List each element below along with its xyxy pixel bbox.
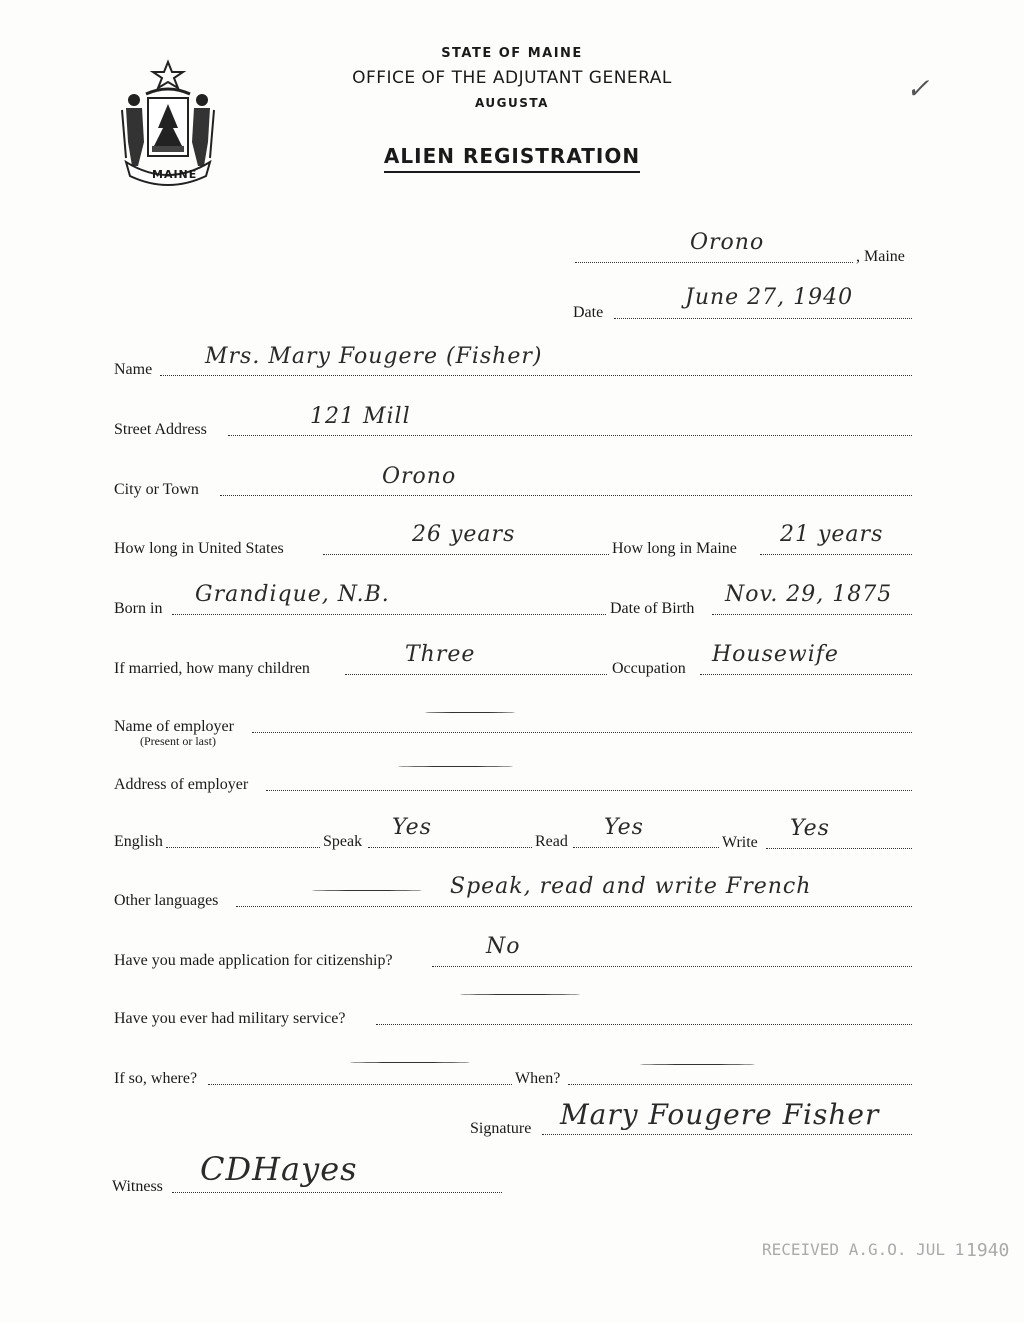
- where-label: If so, where?: [114, 1070, 198, 1087]
- military-dash: [460, 994, 580, 995]
- military-label: Have you ever had military service?: [114, 1010, 346, 1027]
- maine-years-value: 21 years: [780, 522, 884, 547]
- when-label: When?: [515, 1070, 561, 1087]
- children-label: If married, how many children: [114, 660, 310, 677]
- born-label: Born in: [114, 600, 163, 617]
- other-languages-dash: [312, 890, 422, 891]
- witness-signature: CDHayes: [200, 1150, 358, 1188]
- city-value: Orono: [382, 464, 457, 489]
- town-value: Orono: [690, 230, 765, 255]
- dob-label: Date of Birth: [610, 600, 695, 617]
- read-label: Read: [535, 833, 568, 850]
- signature-label: Signature: [470, 1120, 532, 1137]
- seal-banner-text: MAINE: [152, 168, 198, 181]
- employer-sublabel: (Present or last): [140, 734, 216, 748]
- employer-address-dash: [398, 766, 513, 767]
- received-stamp: RECEIVED A.G.O. JUL 1: [762, 1240, 965, 1259]
- write-label: Write: [722, 834, 758, 851]
- employer-label: Name of employer: [114, 718, 234, 735]
- other-languages-label: Other languages: [114, 892, 219, 909]
- street-value: 121 Mill: [310, 404, 411, 429]
- employer-dash: [425, 712, 515, 713]
- speak-label: Speak: [323, 833, 363, 850]
- city-label: City or Town: [114, 481, 199, 498]
- street-label: Street Address: [114, 421, 207, 438]
- employer-address-label: Address of employer: [114, 776, 249, 793]
- name-label: Name: [114, 361, 153, 378]
- date-value: June 27, 1940: [685, 285, 854, 310]
- witness-label: Witness: [112, 1178, 163, 1195]
- english-label: English: [114, 833, 163, 850]
- received-stamp-year: 1940: [966, 1240, 1010, 1261]
- us-years-value: 26 years: [412, 522, 516, 547]
- maine-years-label: How long in Maine: [612, 540, 737, 557]
- name-value: Mrs. Mary Fougere (Fisher): [205, 344, 543, 369]
- when-dash: [640, 1064, 755, 1065]
- us-years-label: How long in United States: [114, 540, 284, 557]
- check-mark: ✓: [906, 72, 931, 105]
- town-suffix: , Maine: [856, 248, 905, 265]
- occupation-value: Housewife: [712, 642, 839, 667]
- born-value: Grandique, N.B.: [195, 582, 390, 607]
- occupation-label: Occupation: [612, 660, 686, 677]
- header-state: STATE OF MAINE: [441, 46, 583, 61]
- write-value: Yes: [790, 816, 830, 841]
- dob-value: Nov. 29, 1875: [725, 582, 893, 607]
- read-value: Yes: [604, 815, 644, 840]
- speak-value: Yes: [392, 815, 432, 840]
- where-dash: [350, 1062, 470, 1063]
- header-city: AUGUSTA: [475, 96, 549, 110]
- children-value: Three: [405, 642, 476, 667]
- citizenship-label: Have you made application for citizenship?: [114, 952, 393, 969]
- signature-value: Mary Fougere Fisher: [560, 1098, 880, 1131]
- header-office: OFFICE OF THE ADJUTANT GENERAL: [352, 68, 672, 88]
- page-title: ALIEN REGISTRATION: [0, 144, 1024, 168]
- date-label: Date: [573, 304, 604, 321]
- other-languages-value: Speak, read and write French: [450, 874, 812, 899]
- citizenship-value: No: [486, 934, 521, 959]
